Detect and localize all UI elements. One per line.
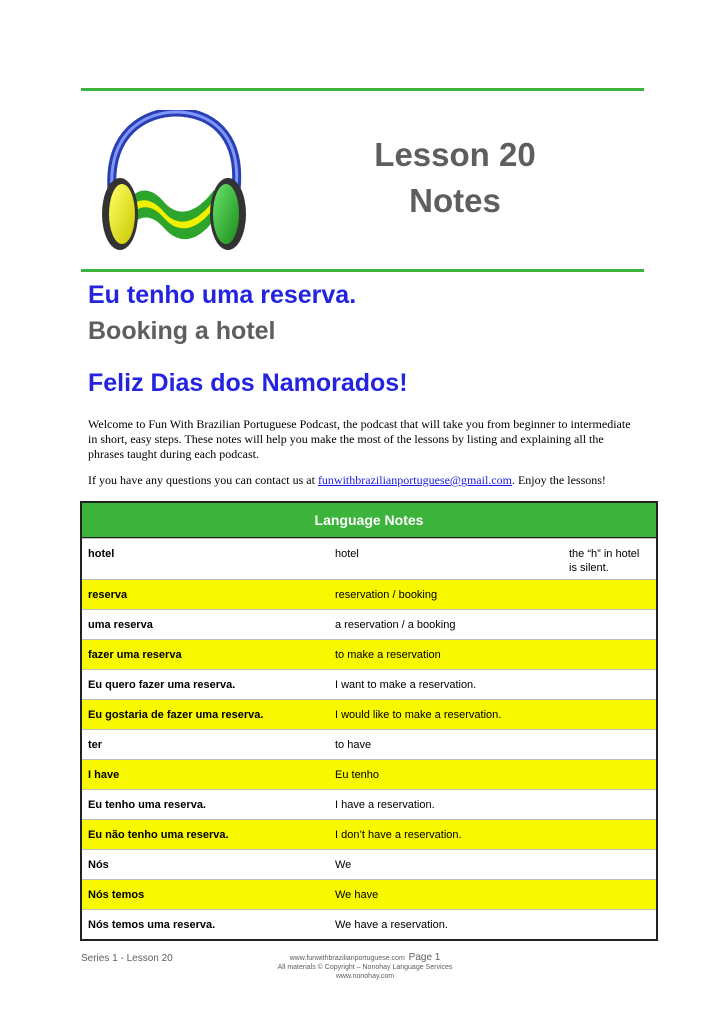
top-rule <box>81 88 644 91</box>
english-cell: hotel <box>335 548 359 560</box>
mid-rule <box>81 269 644 272</box>
portuguese-cell: hotel <box>88 548 115 560</box>
english-cell: I want to make a reservation. <box>335 679 477 691</box>
footer-center <box>240 953 490 981</box>
portuguese-cell: Nós temos uma reserva. <box>88 919 216 931</box>
footer-series: Series 1 - Lesson 20 <box>81 953 173 964</box>
table-row <box>82 699 656 729</box>
english-cell: I have a reservation. <box>335 799 435 811</box>
table-row <box>82 849 656 879</box>
portuguese-cell: uma reserva <box>88 619 153 631</box>
table-row <box>82 538 656 579</box>
lesson-title-line2: Notes <box>409 182 501 219</box>
portuguese-cell: Eu gostaria de fazer uma reserva. <box>88 709 264 721</box>
english-cell: to have <box>335 739 372 751</box>
language-notes-table <box>80 501 658 941</box>
topic-heading: Booking a hotel <box>88 317 276 345</box>
contact-text-before: If you have any questions you can contact us at <box>88 473 318 487</box>
footer-page: Page 1 <box>408 952 441 963</box>
contact-email-link[interactable]: funwithbrazilianportuguese@gmail.com <box>317 473 512 487</box>
footer-website2: www.nonohay.com <box>335 973 395 980</box>
lesson-title-line1: Lesson 20 <box>374 136 536 173</box>
english-cell: We have <box>335 889 379 901</box>
portuguese-cell: ter <box>88 739 103 751</box>
table-row <box>82 819 656 849</box>
table-row <box>82 669 656 699</box>
intro-paragraph: Welcome to Fun With Brazilian Portuguese Podcast, the podcast that will take you from beginner to intermediate in short, easy steps. These notes will help you make the most of the lessons by listing and explaining all the phrases taught during each podcast. <box>88 417 631 461</box>
contact-paragraph <box>88 473 638 488</box>
english-cell: Eu tenho <box>335 769 380 781</box>
table-row <box>82 909 656 939</box>
english-cell: to make a reservation <box>335 649 441 661</box>
note-cell: the “h” in hotel is silent. <box>569 548 640 574</box>
contact-text-after: . Enjoy the lessons! <box>511 473 606 487</box>
english-cell: a reservation / a booking <box>335 619 456 631</box>
english-cell: We <box>335 859 352 871</box>
table-row <box>82 789 656 819</box>
portuguese-cell: Eu quero fazer uma reserva. <box>88 679 236 691</box>
table-row <box>82 879 656 909</box>
footer-copyright: All materials © Copyright – Nonohay Language Services <box>277 964 453 971</box>
headphones-logo-icon <box>98 110 250 256</box>
greeting-heading: Feliz Dias dos Namorados! <box>88 369 408 397</box>
portuguese-cell: Nós <box>88 859 109 871</box>
phrase-heading: Eu tenho uma reserva. <box>88 281 357 309</box>
portuguese-cell: fazer uma reserva <box>88 649 182 661</box>
portuguese-cell: Eu não tenho uma reserva. <box>88 829 229 841</box>
english-cell: We have a reservation. <box>335 919 448 931</box>
table-row <box>82 609 656 639</box>
table-row <box>82 579 656 609</box>
table-row <box>82 759 656 789</box>
portuguese-cell: reserva <box>88 589 128 601</box>
table-row <box>82 729 656 759</box>
portuguese-cell: Eu tenho uma reserva. <box>88 799 206 811</box>
english-cell: I would like to make a reservation. <box>335 709 502 721</box>
table-title: Language Notes <box>82 503 656 538</box>
footer-website: www.funwithbrazilianportuguese.com <box>289 955 405 962</box>
english-cell: I don’t have a reservation. <box>335 829 462 841</box>
table-row <box>82 639 656 669</box>
lesson-title <box>350 132 560 224</box>
english-cell: reservation / booking <box>335 589 438 601</box>
portuguese-cell: Nós temos <box>88 889 145 901</box>
portuguese-cell: I have <box>88 769 120 781</box>
